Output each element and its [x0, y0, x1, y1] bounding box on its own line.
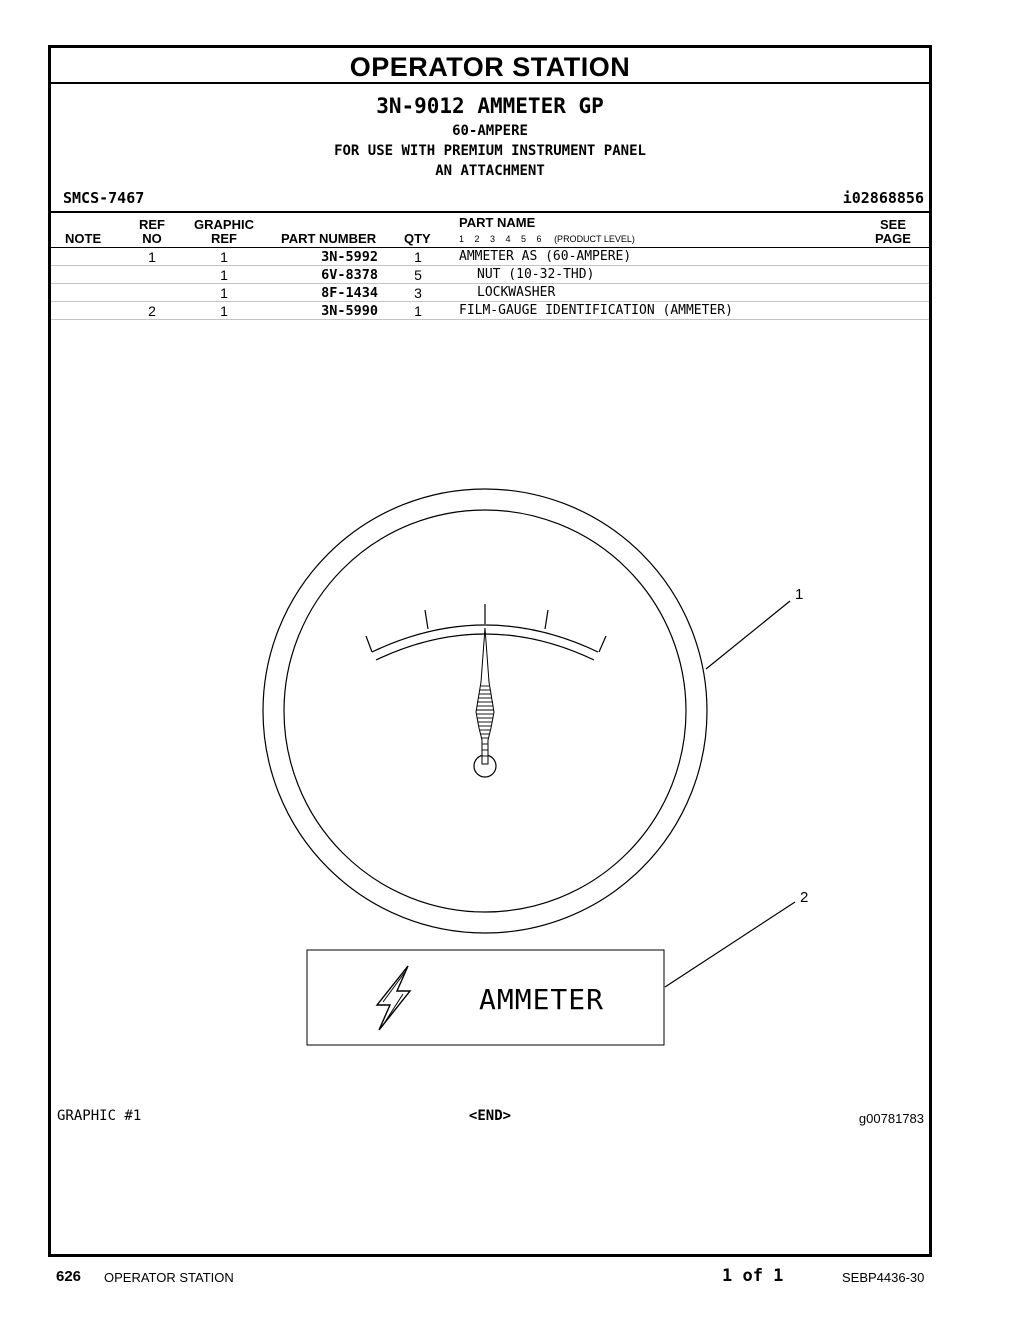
smcs-code: SMCS-7467	[63, 189, 145, 207]
part-name-cell: FILM-GAUGE IDENTIFICATION (AMMETER)	[459, 303, 733, 318]
footer-page-number: 626	[56, 1268, 82, 1285]
footer-page-count: 1 of 1	[722, 1266, 784, 1286]
film-label-text: AMMETER	[479, 983, 605, 1016]
qty-cell: 1	[414, 303, 422, 319]
station-title: OPERATOR STATION	[349, 52, 631, 82]
group-title: 3N-9012 AMMETER GP	[376, 94, 604, 118]
graphic-id: g00781783	[858, 1111, 924, 1126]
footer-doc-number: SEBP4436-30	[842, 1270, 925, 1285]
gauge-tick	[599, 636, 606, 652]
qty-cell: 1	[414, 249, 422, 265]
column-header-see-bottom: PAGE	[875, 231, 911, 246]
qty-cell: 5	[414, 267, 422, 283]
illustration-id: i02868856	[842, 189, 924, 207]
part-name-cell: NUT (10-32-THD)	[477, 267, 595, 282]
column-header-note: NOTE	[65, 231, 102, 246]
part-number-cell: 3N-5992	[321, 249, 378, 265]
column-header-qty: QTY	[404, 231, 431, 246]
gauge-needle	[476, 628, 494, 764]
subtitle-line: 60-AMPERE	[452, 123, 528, 139]
product-level-label: (PRODUCT LEVEL)	[554, 234, 635, 244]
qty-cell: 3	[414, 285, 422, 301]
gauge-tick	[545, 610, 548, 629]
end-marker: <END>	[468, 1108, 512, 1124]
column-header-part-name: PART NAME	[459, 215, 536, 230]
graphic-ref-cell: 1	[220, 285, 228, 301]
column-header-graphic-top: GRAPHIC	[194, 217, 254, 232]
column-header-graphic-bottom: REF	[211, 231, 237, 246]
lightning-bolt-icon	[377, 966, 410, 1030]
part-number-cell: 6V-8378	[321, 267, 378, 283]
gauge-tick	[366, 636, 372, 652]
callout-1: 1	[795, 586, 804, 603]
part-number-cell: 8F-1434	[321, 285, 378, 301]
gauge-tick	[425, 610, 428, 629]
ref-no-cell: 1	[148, 249, 156, 265]
ref-no-cell: 2	[148, 303, 156, 319]
subtitle-line: AN ATTACHMENT	[435, 163, 545, 179]
graphic-caption: GRAPHIC #1	[57, 1108, 142, 1124]
footer-section: OPERATOR STATION	[104, 1270, 234, 1285]
column-header-part-number: PART NUMBER	[281, 231, 377, 246]
graphic-ref-cell: 1	[220, 267, 228, 283]
part-number-cell: 3N-5990	[321, 303, 378, 319]
column-header-ref-bottom: NO	[142, 231, 162, 246]
callout-2: 2	[800, 889, 809, 906]
callout-leader-2	[665, 902, 795, 987]
graphic-ref-cell: 1	[220, 303, 228, 319]
column-header-see-top: SEE	[879, 217, 906, 232]
part-name-cell: AMMETER AS (60-AMPERE)	[459, 249, 632, 264]
graphic-ref-cell: 1	[220, 249, 228, 265]
part-name-cell: LOCKWASHER	[477, 285, 556, 300]
subtitle-line: FOR USE WITH PREMIUM INSTRUMENT PANEL	[334, 143, 646, 159]
product-level-numbers: 1 2 3 4 5 6	[459, 234, 542, 244]
callout-leader-1	[706, 601, 790, 669]
column-header-ref-top: REF	[139, 217, 165, 232]
